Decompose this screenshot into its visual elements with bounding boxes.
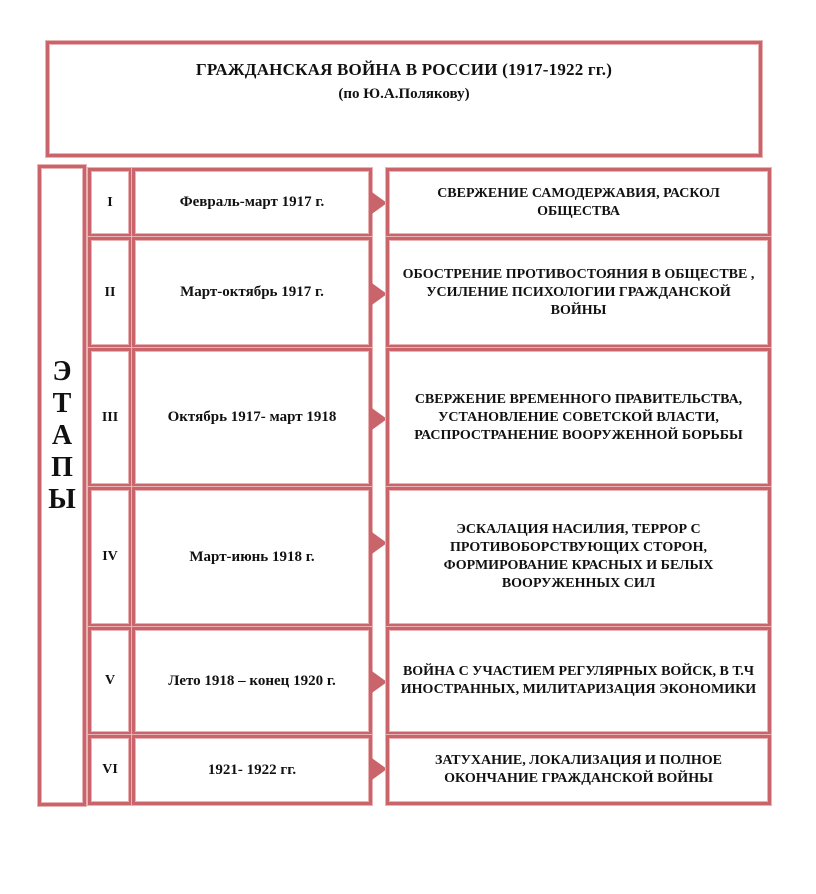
title-box — [46, 41, 762, 157]
side-letter: Т — [52, 388, 72, 419]
stage-1-description: СВЕРЖЕНИЕ САМОДЕРЖАВИЯ, РАСКОЛ ОБЩЕСТВА — [386, 168, 771, 237]
stage-6-number: VI — [88, 735, 132, 805]
stage-5-number: V — [88, 627, 132, 735]
arrow-right-icon — [369, 530, 387, 556]
stage-2-number: II — [88, 237, 132, 348]
side-letter: Э — [52, 356, 72, 387]
arrow-right-icon — [369, 669, 387, 695]
stage-2-description: ОБОСТРЕНИЕ ПРОТИВОСТОЯНИЯ В ОБЩЕСТВЕ , УСИЛЕНИЕ ПСИХОЛОГИИ ГРАЖДАНСКОЙ ВОЙНЫ — [386, 237, 771, 348]
arrow-right-icon — [369, 406, 387, 432]
stages-side-label — [38, 165, 86, 806]
diagram-subtitle: (по Ю.А.Полякову) — [338, 86, 470, 102]
diagram-title: ГРАЖДАНСКАЯ ВОЙНА В РОССИИ (1917-1922 гг.) — [195, 60, 613, 79]
stage-1-number: I — [88, 168, 132, 237]
side-letter: П — [51, 452, 73, 483]
stage-4-date: Март-июнь 1918 г. — [132, 487, 372, 627]
side-letter: А — [51, 420, 73, 451]
stage-6-description: ЗАТУХАНИЕ, ЛОКАЛИЗАЦИЯ И ПОЛНОЕ ОКОНЧАНИЕ ГРАЖДАНСКОЙ ВОЙНЫ — [386, 735, 771, 805]
stage-4-description: ЭСКАЛАЦИЯ НАСИЛИЯ, ТЕРРОР С ПРОТИВОБОРСТВУЮЩИХ СТОРОН, ФОРМИРОВАНИЕ КРАСНЫХ И БЕЛЫХ ВООРУЖЕННЫХ СИЛ — [386, 487, 771, 627]
stage-4-number: IV — [88, 487, 132, 627]
stage-5-date: Лето 1918 – конец 1920 г. — [132, 627, 372, 735]
stage-3-number: III — [88, 348, 132, 487]
stage-1-date: Февраль-март 1917 г. — [132, 168, 372, 237]
arrow-right-icon — [369, 756, 387, 782]
side-letter: Ы — [48, 484, 76, 515]
stage-3-description: СВЕРЖЕНИЕ ВРЕМЕННОГО ПРАВИТЕЛЬСТВА, УСТАНОВЛЕНИЕ СОВЕТСКОЙ ВЛАСТИ, РАСПРОСТРАНЕНИЕ ВООРУЖЕННОЙ БОРЬБЫ — [386, 348, 771, 487]
stage-5-description: ВОЙНА С УЧАСТИЕМ РЕГУЛЯРНЫХ ВОЙСК, В Т.Ч ИНОСТРАННЫХ, МИЛИТАРИЗАЦИЯ ЭКОНОМИКИ — [386, 627, 771, 735]
stage-2-date: Март-октябрь 1917 г. — [132, 237, 372, 348]
stage-6-date: 1921- 1922 гг. — [132, 735, 372, 805]
arrow-right-icon — [369, 190, 387, 216]
stage-3-date: Октябрь 1917- март 1918 — [132, 348, 372, 487]
arrow-right-icon — [369, 281, 387, 307]
